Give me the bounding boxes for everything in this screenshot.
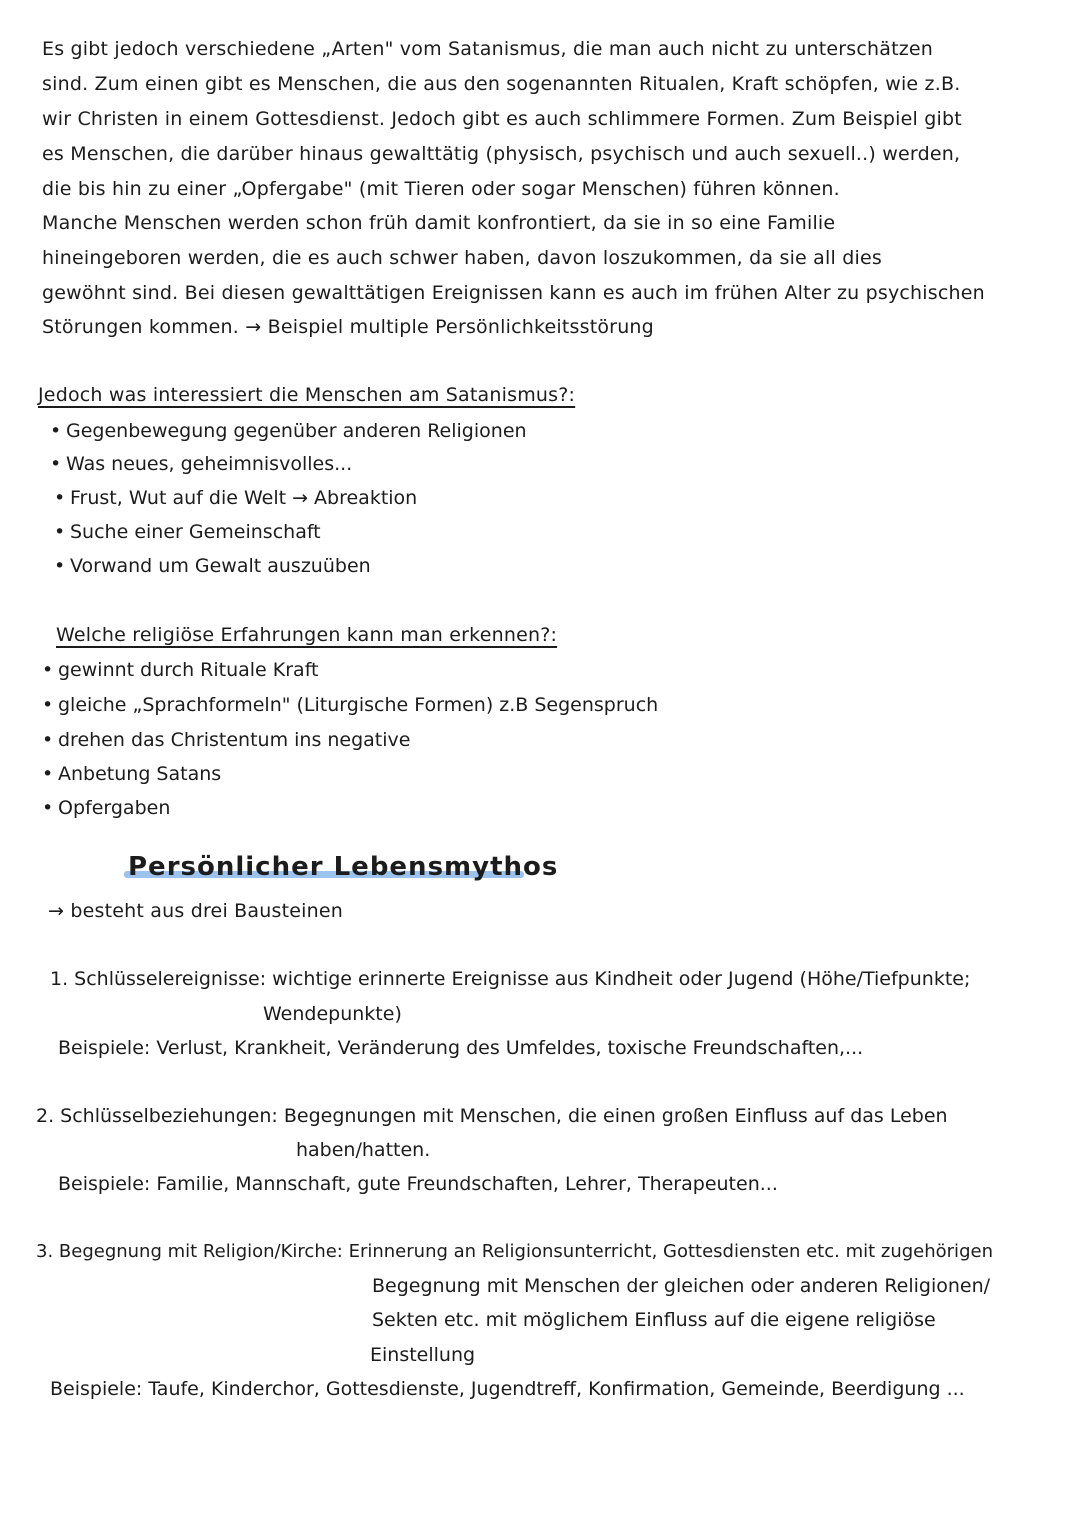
bullet-icon: • <box>42 797 54 819</box>
item-continuation: Sekten etc. mit möglichem Einfluss auf die eigene religiöse <box>372 1309 936 1331</box>
list-item: • Suche einer Gemeinschaft <box>54 521 321 543</box>
section-title <box>128 852 558 886</box>
bullet-icon: • <box>42 763 54 785</box>
item-example: Beispiele: Verlust, Krankheit, Veränderung des Umfeldes, toxische Freundschaften,... <box>58 1037 864 1059</box>
item-example: Beispiele: Taufe, Kinderchor, Gottesdienste, Jugendtreff, Konfirmation, Gemeinde, Beerdigung ... <box>50 1378 965 1400</box>
list-item: • Vorwand um Gewalt auszuüben <box>54 555 371 577</box>
item-continuation: Wendepunkte) <box>263 1003 402 1025</box>
item-heading: 2. Schlüsselbeziehungen: Begegnungen mit Menschen, die einen großen Einfluss auf das Leben <box>36 1105 948 1127</box>
intro-line: Es gibt jedoch verschiedene „Arten" vom Satanismus, die man auch nicht zu unterschätzen <box>42 38 934 60</box>
item-heading: 1. Schlüsselereignisse: wichtige erinnerte Ereignisse aus Kindheit oder Jugend (Höhe/Tiefpunkte; <box>50 968 971 990</box>
intro-line: hineingeboren werden, die es auch schwer haben, davon loszukommen, da sie all dies <box>42 247 882 269</box>
list-item: • Was neues, geheimnisvolles... <box>50 453 353 475</box>
bullet-icon: • <box>54 487 66 509</box>
list-item: • gewinnt durch Rituale Kraft <box>42 659 319 681</box>
item-example: Beispiele: Familie, Mannschaft, gute Freundschaften, Lehrer, Therapeuten... <box>58 1173 778 1195</box>
bullet-icon: • <box>54 521 66 543</box>
bullet-icon: • <box>42 729 54 751</box>
intro-line: wir Christen in einem Gottesdienst. Jedoch gibt es auch schlimmere Formen. Zum Beispiel gibt <box>42 108 962 130</box>
section-subtitle: → besteht aus drei Bausteinen <box>48 900 343 922</box>
intro-line: sind. Zum einen gibt es Menschen, die aus den sogenannten Ritualen, Kraft schöpfen, wie z.B. <box>42 73 961 95</box>
list-item: • Anbetung Satans <box>42 763 222 785</box>
item-continuation: Begegnung mit Menschen der gleichen oder anderen Religionen/ <box>372 1275 991 1297</box>
intro-line: Manche Menschen werden schon früh damit konfrontiert, da sie in so eine Familie <box>42 212 836 234</box>
intro-line: die bis hin zu einer „Opfergabe" (mit Tieren oder sogar Menschen) führen können. <box>42 178 840 200</box>
item-continuation: haben/hatten. <box>296 1139 431 1161</box>
intro-line: es Menschen, die darüber hinaus gewalttätig (physisch, psychisch und auch sexuell..) werden, <box>42 143 961 165</box>
bullet-icon: • <box>54 555 66 577</box>
bullet-icon: • <box>50 420 62 442</box>
item-heading: 3. Begegnung mit Religion/Kirche: Erinnerung an Religionsunterricht, Gottesdiensten etc. mit zugehörigen <box>36 1241 993 1262</box>
bullet-icon: • <box>42 659 54 681</box>
intro-line: Störungen kommen. → Beispiel multiple Persönlichkeitsstörung <box>42 316 654 338</box>
list-item: • drehen das Christentum ins negative <box>42 729 411 751</box>
list-item: • Opfergaben <box>42 797 171 819</box>
experiences-heading: Welche religiöse Erfahrungen kann man erkennen?: <box>56 624 558 646</box>
section-title-text: Persönlicher Lebensmythos <box>128 852 559 882</box>
bullet-icon: • <box>50 453 62 475</box>
bullet-icon: • <box>42 694 54 716</box>
list-item <box>36 1241 993 1262</box>
list-item: • Frust, Wut auf die Welt → Abreaktion <box>54 487 418 509</box>
list-item <box>36 1105 948 1127</box>
list-item <box>50 968 970 990</box>
item-continuation: Einstellung <box>370 1344 476 1366</box>
intro-line: gewöhnt sind. Bei diesen gewalttätigen Ereignissen kann es auch im frühen Alter zu psychischen <box>42 282 985 304</box>
list-item: • gleiche „Sprachformeln" (Liturgische Formen) z.B Segenspruch <box>42 694 659 716</box>
interest-heading: Jedoch was interessiert die Menschen am Satanismus?: <box>38 384 576 406</box>
list-item: • Gegenbewegung gegenüber anderen Religionen <box>50 420 527 442</box>
